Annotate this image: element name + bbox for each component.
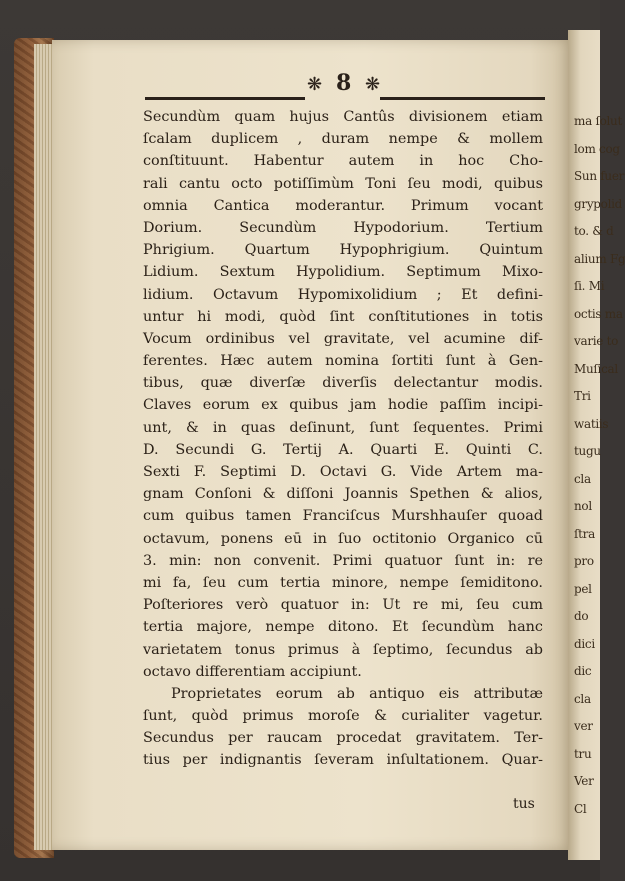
text-line: mi fa, ſeu cum tertia minore, nempe ſemiditono. <box>143 574 543 591</box>
adjacent-page-fragment: Cl <box>574 801 587 816</box>
ornament-left-icon: ❋ <box>307 74 323 95</box>
adjacent-page-fragment: pel <box>574 581 592 596</box>
adjacent-page-fragment: lom cog <box>574 141 620 156</box>
adjacent-page-fragment: octis ma <box>574 306 623 321</box>
text-line: ferentes. Hæc autem nomina ſortiti ſunt à Gen- <box>143 353 543 370</box>
adjacent-page-fragment: tru <box>574 746 592 761</box>
text-line: 3. min: non convenit. Primi quatuor ſunt in: re <box>143 552 543 569</box>
text-line: octavo differentiam accipiunt. <box>143 663 362 680</box>
text-line: Secundùm quam hujus Cantûs divisionem etiam <box>143 109 543 125</box>
adjacent-page-fragment: do <box>574 609 589 623</box>
adjacent-page <box>568 30 625 860</box>
adjacent-page-fragment: ſi. Mi <box>574 279 605 293</box>
text-line: Phrigium. Quartum Hypophrigium. Quintum <box>143 242 543 259</box>
text-line: ſunt, quòd primus moroſe & curialiter vagetur. <box>143 708 543 725</box>
header-rule-left <box>145 97 305 100</box>
text-line: rali cantu octo potiſſimùm Toni ſeu modi, quibus <box>143 175 543 192</box>
text-line: tertia majore, nempe ditono. Et ſecundùm hanc <box>143 619 543 636</box>
text-line: tius per indignantis ſeveram inſultationem. Quar- <box>143 752 543 769</box>
adjacent-page-fragment: grypolid <box>574 196 623 211</box>
catchword: tus <box>513 796 535 812</box>
text-line: ſcalam duplicem , duram nempe & mollem <box>143 131 543 148</box>
text-line: lidium. Octavum Hypomixolidium ; Et defini- <box>143 286 543 303</box>
adjacent-page-fragment: Ver <box>574 774 594 788</box>
adjacent-page-fragment: cla <box>574 471 591 486</box>
page-number: 8 <box>336 70 352 96</box>
adjacent-page-fragment: to. & d <box>574 224 614 238</box>
adjacent-page-fragment: varie to <box>574 334 619 348</box>
text-line: Sexti F. Septimi D. Octavi G. Vide Artem ma- <box>143 464 543 480</box>
adjacent-page-fragment: ma ſolut <box>574 114 623 128</box>
adjacent-page-fragment: ver <box>574 719 593 733</box>
adjacent-page-fragment: Muſical <box>574 361 618 376</box>
text-line: conſtituunt. Habentur autem in hoc Cho- <box>143 153 543 170</box>
text-line: cum quibus tamen Franciſcus Murshhauſer quoad <box>143 508 543 525</box>
text-line: gnam Conſoni & diſſoni Joannis Spethen & alios, <box>143 486 543 503</box>
text-line: untur hi modi, quòd ſint conſtitutiones in totis <box>143 308 543 325</box>
adjacent-page-fragment: dic <box>574 664 592 678</box>
adjacent-page-fragment: ſtra <box>574 526 595 541</box>
adjacent-page-fragment: watiis <box>574 416 609 431</box>
adjacent-page-fragment: pro <box>574 554 594 568</box>
body-text <box>143 106 543 772</box>
text-line: Proprietates eorum ab antiquo eis attributæ <box>171 685 543 702</box>
text-line: Poſteriores verò quatuor in: Ut re mi, ſeu cum <box>143 597 543 614</box>
text-line: varietatem tonus primus à ſeptimo, ſecundus ab <box>143 641 543 658</box>
text-line: octavum, ponens eū in ſuo octitonio Organico cū <box>143 530 543 547</box>
text-line: Dorium. Secundùm Hypodorium. Tertium <box>143 219 543 236</box>
adjacent-page-fragment: cla <box>574 691 591 706</box>
text-line: unt, & in quas deſinunt, ſunt ſequentes. Primi <box>143 419 543 436</box>
adjacent-page-fragment: alium Fg <box>574 251 625 266</box>
page-header <box>145 70 545 100</box>
adjacent-page-fragment: Sun fuer <box>574 169 625 183</box>
text-line: D. Secundi G. Tertij A. Quarti E. Quinti C. <box>143 441 543 458</box>
adjacent-page-fragment: dici <box>574 636 595 651</box>
text-line: tibus, quæ diverſæ diverſis delectantur modis. <box>143 375 543 392</box>
text-line: Secundus per raucam procedat gravitatem. Ter- <box>143 730 543 747</box>
text-line: Lidium. Sextum Hypolidium. Septimum Mixo- <box>143 264 543 281</box>
adjacent-page-fragment: tugu <box>574 444 601 458</box>
adjacent-page-fragment: nol <box>574 499 592 513</box>
text-line: omnia Cantica moderantur. Primum vocant <box>143 197 543 214</box>
adjacent-page-fragment: Tri <box>574 389 591 403</box>
text-line: Vocum ordinibus vel gravitate, vel acumine dif- <box>143 330 543 347</box>
header-rule-right <box>380 97 545 100</box>
text-line: Claves eorum ex quibus jam hodie paſſim incipi- <box>143 397 543 414</box>
ornament-right-icon: ❋ <box>365 74 381 95</box>
